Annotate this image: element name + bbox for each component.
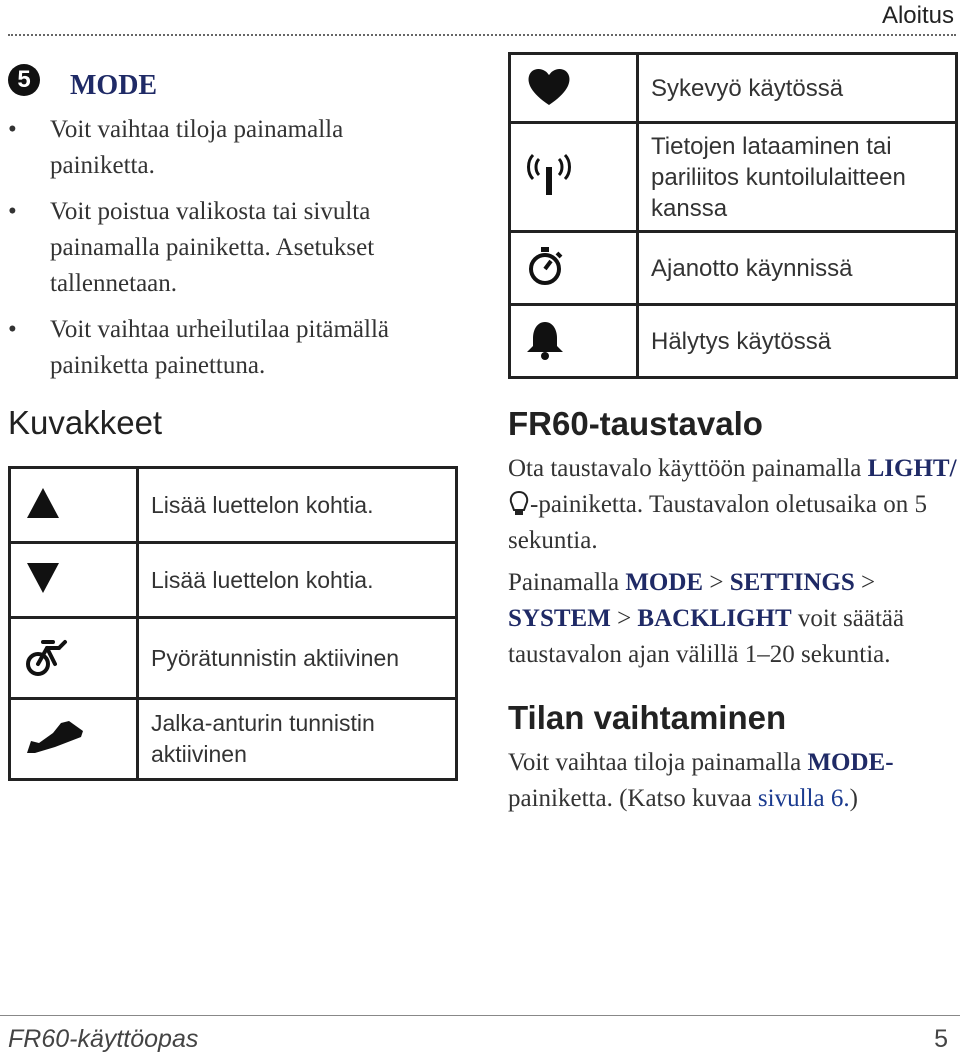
mode-key: MODE- bbox=[807, 749, 894, 776]
system-key: SYSTEM bbox=[508, 605, 611, 632]
status-icon-table bbox=[508, 52, 958, 379]
left-column bbox=[8, 58, 458, 442]
icon-legend-table bbox=[8, 466, 458, 781]
mode-heading bbox=[8, 58, 458, 102]
backlight-paragraph-2 bbox=[508, 565, 958, 673]
icon-cell bbox=[510, 123, 638, 232]
icon-cell bbox=[10, 618, 138, 699]
icon-description: Sykevyö käytössä bbox=[638, 54, 957, 123]
right-column-text bbox=[508, 405, 958, 817]
shoe-icon bbox=[25, 717, 85, 757]
footer-page-number: 5 bbox=[934, 1025, 948, 1053]
table-row bbox=[510, 232, 957, 305]
icon-cell bbox=[10, 699, 138, 780]
page-link[interactable]: sivulla 6. bbox=[757, 785, 850, 812]
icon-description: Ajanotto käynnissä bbox=[638, 232, 957, 305]
text: painiketta. (Katso kuvaa bbox=[508, 785, 752, 812]
kuvakkeet-title: Kuvakkeet bbox=[8, 404, 163, 441]
antenna-icon bbox=[525, 153, 573, 197]
backlight-title: FR60-taustavalo bbox=[508, 405, 763, 442]
header-divider bbox=[8, 34, 956, 36]
table-row bbox=[10, 543, 457, 618]
triangle-down-icon bbox=[25, 560, 61, 596]
table-row bbox=[10, 468, 457, 543]
backlight-paragraph-1 bbox=[508, 451, 958, 559]
page-header-title: Aloitus bbox=[881, 2, 954, 29]
text: voit säätää taustavalon ajan välillä 1–20 sekuntia. bbox=[508, 605, 905, 668]
separator: > bbox=[709, 569, 724, 596]
list-item: • Voit vaihtaa urheilutilaa pitämällä painiketta painettuna. bbox=[8, 312, 450, 384]
tilan-title: Tilan vaihtaminen bbox=[508, 699, 787, 736]
table-row bbox=[10, 699, 457, 780]
text: Ota taustavalo käyttöön painamalla bbox=[508, 455, 862, 482]
icon-cell bbox=[510, 232, 638, 305]
bell-icon bbox=[525, 318, 565, 360]
icon-description: Lisää luettelon kohtia. bbox=[138, 468, 457, 543]
mode-bullet-list bbox=[8, 112, 458, 384]
icon-cell bbox=[10, 543, 138, 618]
tilan-paragraph bbox=[508, 745, 958, 817]
icon-description: Pyörätunnistin aktiivinen bbox=[138, 618, 457, 699]
settings-key: SETTINGS bbox=[729, 569, 855, 596]
icon-description: Hälytys käytössä bbox=[638, 305, 957, 378]
icon-cell bbox=[510, 54, 638, 123]
icon-description: Tietojen lataaminen tai pariliitos kuntoilulaitteen kanssa bbox=[638, 123, 957, 232]
table-row bbox=[510, 54, 957, 123]
heart-icon bbox=[525, 65, 573, 107]
stopwatch-icon bbox=[525, 245, 565, 287]
triangle-up-icon bbox=[25, 485, 61, 521]
icon-cell bbox=[10, 468, 138, 543]
mode-heading-label: MODE bbox=[70, 70, 158, 101]
list-item: • Voit poistua valikosta tai sivulta painamalla painiketta. Asetukset tallennetaan. bbox=[8, 194, 450, 302]
table-row bbox=[10, 618, 457, 699]
bike-icon bbox=[25, 636, 69, 676]
mode-key: MODE bbox=[625, 569, 704, 596]
text: ) bbox=[849, 785, 858, 812]
footer-divider bbox=[0, 1015, 960, 1016]
text: -painiketta. Taustavalon oletusaika on 5 sekuntia. bbox=[508, 491, 927, 554]
step-number-badge: 5 bbox=[8, 64, 40, 96]
icon-cell bbox=[510, 305, 638, 378]
table-row bbox=[510, 305, 957, 378]
light-key: LIGHT/ bbox=[867, 455, 957, 482]
footer-manual-title: FR60-käyttöopas bbox=[8, 1025, 199, 1053]
text: Voit vaihtaa tiloja painamalla bbox=[508, 749, 802, 776]
bulb-icon bbox=[508, 490, 530, 516]
backlight-key: BACKLIGHT bbox=[637, 605, 792, 632]
table-row bbox=[510, 123, 957, 232]
list-item: • Voit vaihtaa tiloja painamalla painiketta. bbox=[8, 112, 450, 184]
separator: > bbox=[617, 605, 632, 632]
text: Painamalla bbox=[508, 569, 620, 596]
icon-description: Jalka-anturin tunnistin aktiivinen bbox=[138, 699, 457, 780]
icon-description: Lisää luettelon kohtia. bbox=[138, 543, 457, 618]
separator: > bbox=[861, 569, 876, 596]
